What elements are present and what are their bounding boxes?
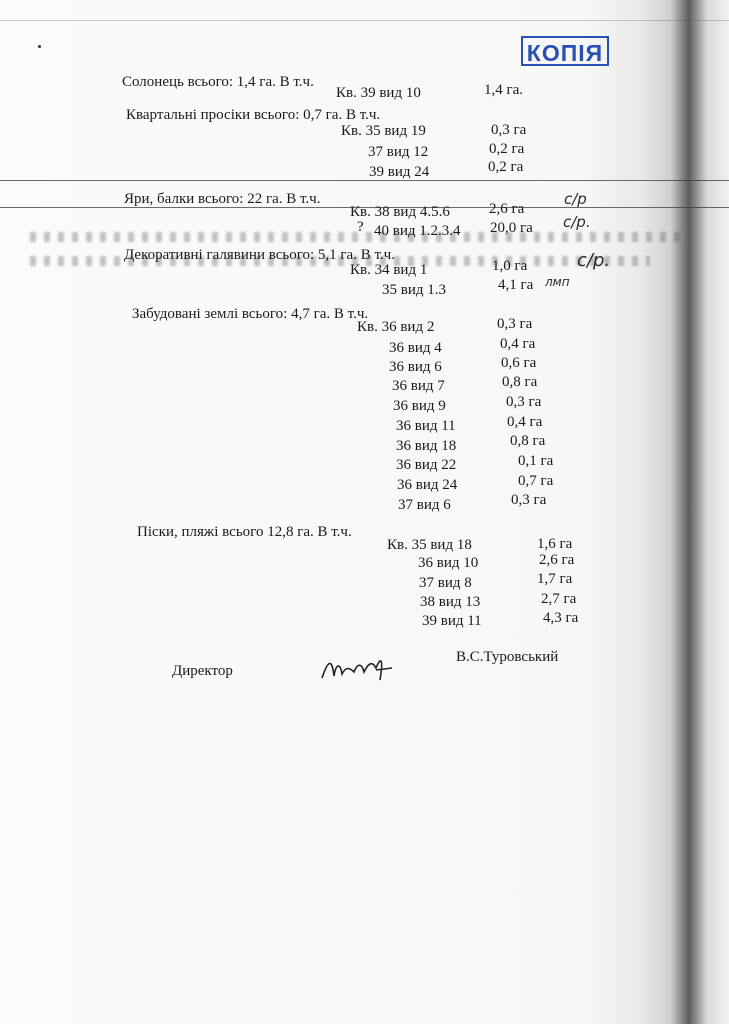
row-value: 0,6 га (501, 355, 537, 371)
row-value: 0,3 га (491, 122, 527, 138)
section-heading: Декоративні галявини всього: 5,1 га. В т.ч. (124, 247, 395, 263)
director-name: В.С.Туровський (456, 649, 559, 665)
row-value: 0,3 га (511, 492, 547, 508)
section-heading: Яри, балки всього: 22 га. В т.ч. (124, 191, 321, 207)
row-value: 0,8 га (502, 374, 538, 390)
row-value: 0,7 га (518, 473, 554, 489)
row-label: Кв. 38 вид 4.5.6 (350, 204, 450, 220)
row-label: 36 вид 4 (389, 340, 442, 356)
row-label: 37 вид 8 (419, 575, 472, 591)
row-value: 0,1 га (518, 453, 554, 469)
row-label: 39 вид 24 (369, 164, 430, 180)
handwritten-mark: с/р. (577, 250, 611, 271)
row-label: 36 вид 10 (418, 555, 479, 571)
row-value: 0,2 га (488, 159, 524, 175)
row-label: 35 вид 1.3 (382, 282, 446, 298)
row-value: 1,6 га (537, 536, 573, 552)
section-heading: Забудовані землі всього: 4,7 га. В т.ч. (132, 306, 369, 322)
row-label: Кв. 39 вид 10 (336, 85, 421, 101)
row-value: 2,6 га (539, 552, 575, 568)
row-label: 36 вид 18 (396, 438, 457, 454)
row-label: 38 вид 13 (420, 594, 481, 610)
row-value: 2,7 га (541, 591, 577, 607)
question-mark: ? (357, 219, 364, 235)
row-value: 0,2 га (489, 141, 525, 157)
section-heading: Квартальні просіки всього: 0,7 га. В т.ч. (126, 107, 381, 123)
row-value: 0,4 га (500, 336, 536, 352)
row-label: 36 вид 22 (396, 457, 457, 473)
row-label: 39 вид 11 (422, 613, 482, 629)
row-value: 0,3 га (497, 316, 533, 332)
row-label: 36 вид 7 (392, 378, 445, 394)
row-label: Кв. 35 вид 19 (341, 123, 426, 139)
handwritten-mark: с/р. (563, 213, 591, 231)
row-label: 40 вид 1.2.3.4 (374, 223, 461, 239)
handwritten-mark: с/р (564, 190, 587, 208)
row-value: 4,1 га (498, 277, 534, 293)
row-value: 4,3 га (543, 610, 579, 626)
scan-line (0, 20, 729, 21)
row-label: Кв. 35 вид 18 (387, 537, 472, 553)
row-label: 36 вид 11 (396, 418, 456, 434)
row-value: 0,8 га (510, 433, 546, 449)
section-heading: Піски, пляжі всього 12,8 га. В т.ч. (137, 524, 352, 540)
copy-stamp: КОПІЯ (521, 36, 609, 66)
section-heading: Солонець всього: 1,4 га. В т.ч. (122, 74, 314, 90)
signature (318, 650, 398, 690)
scan-smudge (30, 232, 680, 242)
row-value: 20,0 га (490, 220, 533, 236)
row-label: 36 вид 9 (393, 398, 446, 414)
row-label: Кв. 34 вид 1 (350, 262, 428, 278)
handwritten-mark: лмп (545, 275, 570, 289)
row-value: 0,3 га (506, 394, 542, 410)
scan-dot (38, 45, 41, 48)
row-value: 1,0 га (492, 258, 528, 274)
row-label: 37 вид 6 (398, 497, 451, 513)
director-title: Директор (172, 663, 233, 679)
row-value: 2,6 га (489, 201, 525, 217)
row-label: 37 вид 12 (368, 144, 429, 160)
row-label: Кв. 36 вид 2 (357, 319, 435, 335)
row-value: 0,4 га (507, 414, 543, 430)
row-value: 1,4 га. (484, 82, 524, 98)
row-value: 1,7 га (537, 571, 573, 587)
scan-line (0, 180, 729, 181)
row-label: 36 вид 6 (389, 359, 442, 375)
row-label: 36 вид 24 (397, 477, 458, 493)
